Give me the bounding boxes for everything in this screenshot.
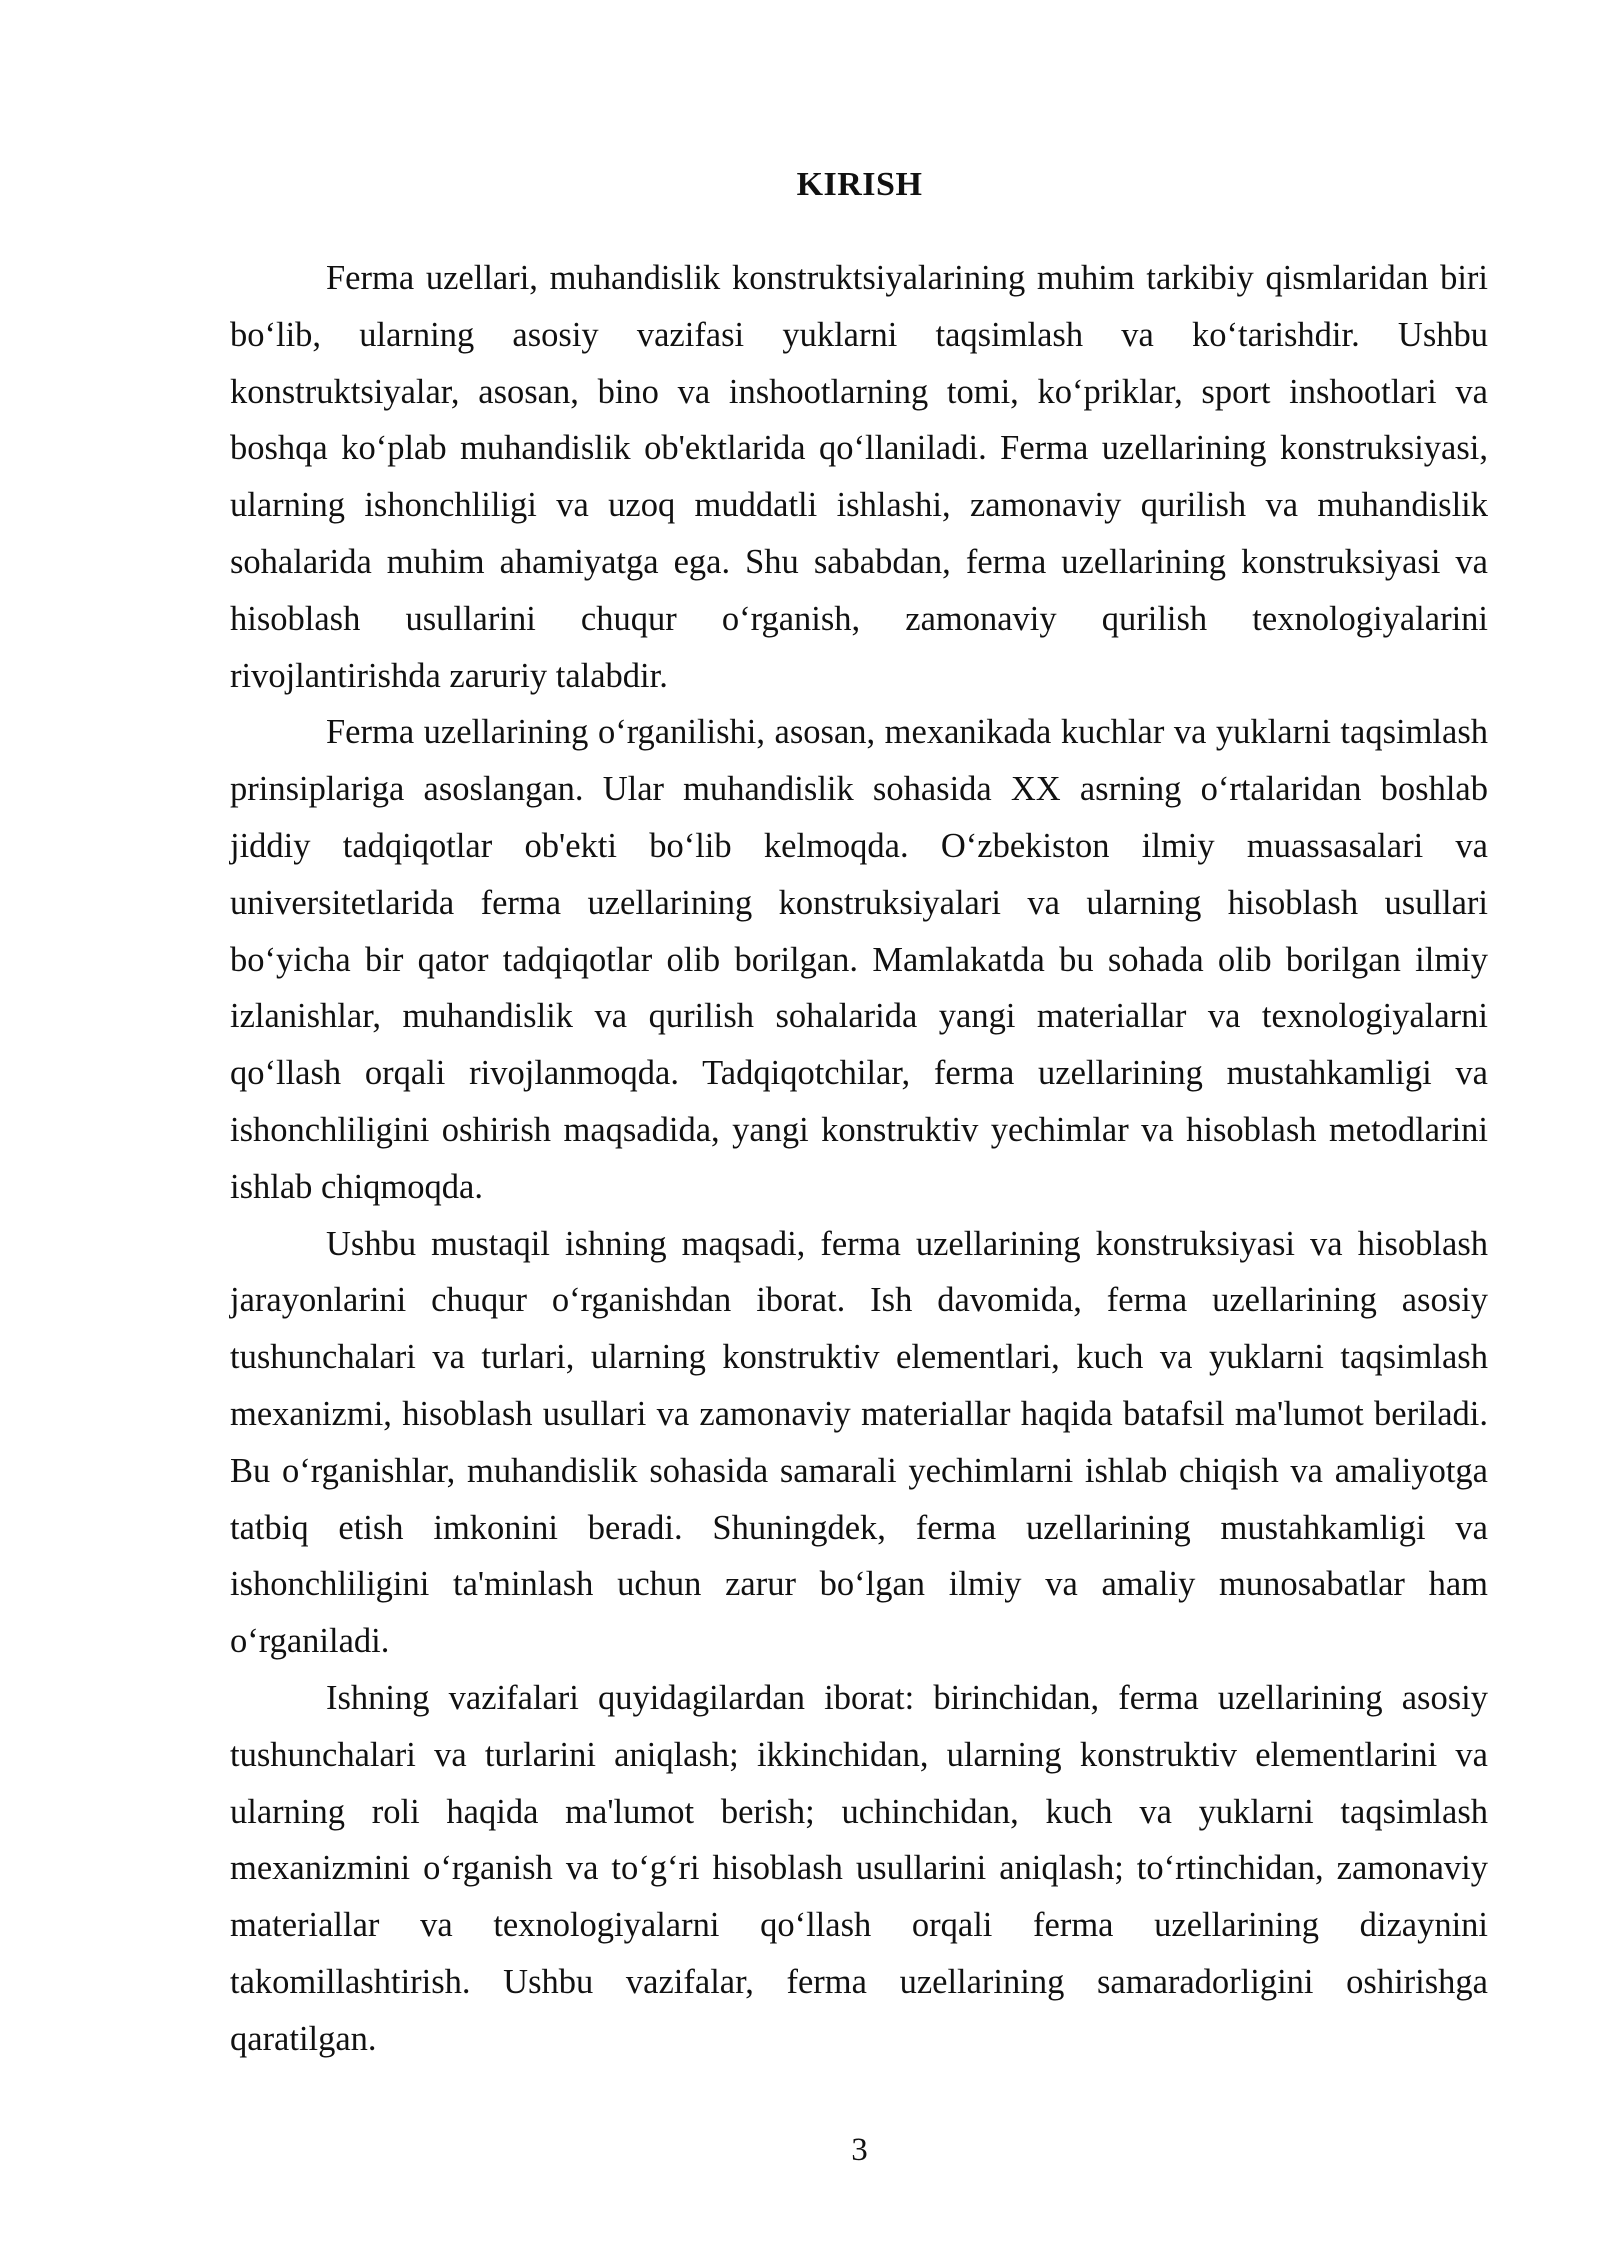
page-title: KIRISH	[796, 166, 923, 203]
paragraph-background: Ferma uzellarining o‘rganilishi, asosan, mexanikada kuchlar va yuklarni taqsimlash prinsiplariga asoslangan. Ular muhandislik sohasida XX asrning o‘rtalaridan boshlab jiddiy tadqiqotlar ob'ekti bo‘lib kelmoqda. O‘zbekiston ilmiy muassasalari va universitetlarida ferma uzellarining konstruksiyalari va ularning hisoblash usullari bo‘yicha bir qator tadqiqotlar olib borilgan. Mamlakatda bu sohada olib borilgan ilmiy izlanishlar, muhandislik va qurilish sohalarida yangi materiallar va texnologiyalarni qo‘llash orqali rivojlanmoqda. Tadqiqotchilar, ferma uzellarining mustahkamligi va ishonchliligini oshirish maqsadida, yangi konstruktiv yechimlar va hisoblash metodlarini ishlab chiqmoqda.	[230, 713, 1488, 1206]
paragraph-intro: Ferma uzellari, muhandislik konstruktsiyalarining muhim tarkibiy qismlaridan biri bo‘lib, ularning asosiy vazifasi yuklarni taqsimlash va ko‘tarishdir. Ushbu konstruktsiyalar, asosan, bino va inshootlarning tomi, ko‘priklar, sport inshootlari va boshqa ko‘plab muhandislik ob'ektlarida qo‘llaniladi. Ferma uzellarining konstruksiyasi, ularning ishonchliligi va uzoq muddatli ishlashi, zamonaviy qurilish va muhandislik sohalarida muhim ahamiyatga ega. Shu sababdan, ferma uzellarining konstruksiyasi va hisoblash usullarini chuqur o‘rganish, zamonaviy qurilish texnologiyalarini rivojlantirishda zaruriy talabdir.	[230, 259, 1488, 695]
page-number: 3	[851, 2132, 868, 2168]
paragraph-purpose: Ushbu mustaqil ishning maqsadi, ferma uzellarining konstruksiyasi va hisoblash jarayonlarini chuqur o‘rganishdan iborat. Ish davomida, ferma uzellarining asosiy tushunchalari va turlari, ularning konstruktiv elementlari, kuch va yuklarni taqsimlash mexanizmi, hisoblash usullari va zamonaviy materiallar haqida batafsil ma'lumot beriladi. Bu o‘rganishlar, muhandislik sohasida samarali yechimlarni ishlab chiqish va amaliyotga tatbiq etish imkonini beradi. Shuningdek, ferma uzellarining mustahkamligi va ishonchliligini ta'minlash uchun zarur bo‘lgan ilmiy va amaliy munosabatlar ham o‘rganiladi.	[230, 1224, 1488, 1661]
paragraph-tasks: Ishning vazifalari quyidagilardan iborat: birinchidan, ferma uzellarining asosiy tushunchalari va turlarini aniqlash; ikkinchidan, ularning konstruktiv elementlarini va ularning roli haqida ma'lumot berish; uchinchidan, kuch va yuklarni taqsimlash mexanizmini o‘rganish va to‘g‘ri hisoblash usullarini aniqlash; to‘rtinchidan, zamonaviy materiallar va texnologiyalarni qo‘llash orqali ferma uzellarining dizaynini takomillashtirish. Ushbu vazifalar, ferma uzellarining samaradorligini oshirishga qaratilgan.	[230, 1678, 1488, 2058]
document-body	[230, 250, 1488, 2068]
